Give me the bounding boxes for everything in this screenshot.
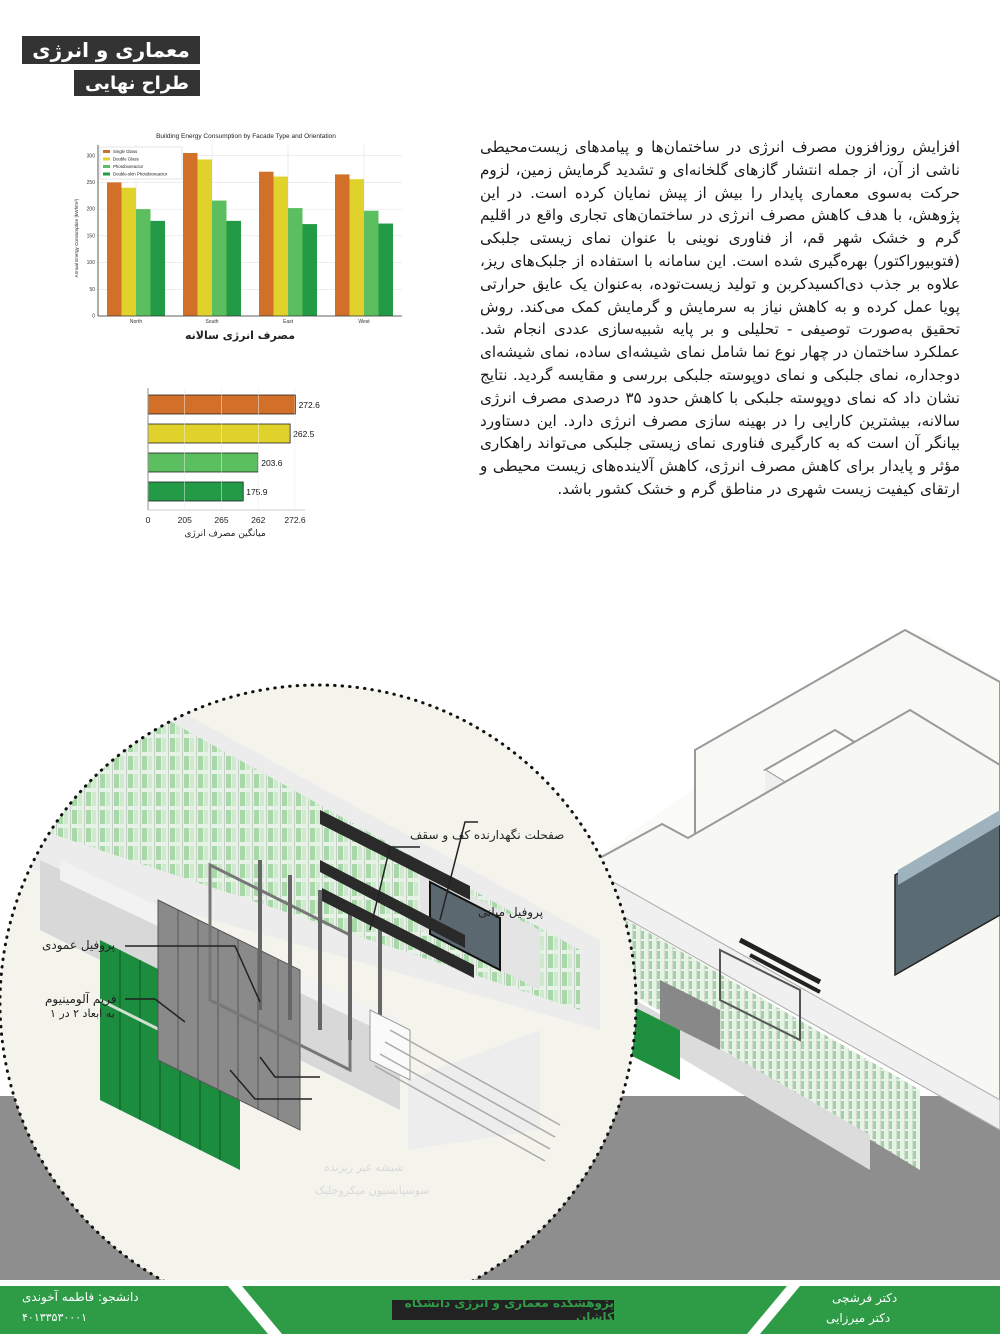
x-tick-label: 272.6 <box>284 515 306 525</box>
label-tempered-glass: شیشه غیر ریزنده <box>324 1161 404 1174</box>
legend-swatch <box>103 173 110 176</box>
bar-west-1 <box>350 179 365 316</box>
bar-south-2 <box>212 201 227 316</box>
legend-swatch <box>103 158 110 161</box>
average-energy-bar-chart <box>130 380 330 532</box>
abstract-text: افزایش روزافزون مصرف انرژی در ساختمان‌ها و پیامدهای زیست‌محیطی ناشی از آن، از جمله انتشار گازهای گلخانه‌ای و تشدید گرمایش زمین، لزوم حرکت به‌سوی معماری پایدار را بیش از پیش نمایان کرده است. در این پژوهش، با هدف کاهش مصرف انرژی در ساختمان‌های تجاری واقع در اقلیم گرم و خشک شهر قم، از فناوری نوینی با عنوان نمای زیستی جلبکی (فتوبیوراکتور) بهره‌گیری شده است. این سامانه با استفاده از جلبک‌های ریز، علاوه بر جذب دی‌اکسیدکربن و تولید زیست‌توده، به‌عنوان یک عایق حرارتی پویا عمل کرده و به کاهش نیاز به سرمایش و گرمایش کمک می‌کند. روش تحقیق به‌صورت توصیفی - تحلیلی و بر پایه شبیه‌سازی عددی انجام شد. عملکرد ساختمان در چهار نوع نما شامل نمای شیشه‌ای ساده، نمای شیشه‌ای دوجداره، نمای جلبکی و نمای دوپوسته جلبکی بررسی و مقایسه گردید. نتایج نشان داد که نمای دوپوسته جلبکی با کاهش حدود ۳۵ درصدی مصرف انرژی سالانه، بیشترین کارایی را در بهینه سازی مصرف انرژی دارد. این دستاورد بیانگر آن است که به کارگیری فناوری نمای زیستی جلبکی می‌تواند راهکاری مؤثر و پایدار برای کاهش مصرف انرژی، کاهش آلاینده‌های زیست محیطی و ارتقای کیفیت زیست شهری در مناطق گرم و خشک کشور باشد. <box>480 138 960 498</box>
avg-bar-2 <box>148 453 258 472</box>
y-tick-label: 0 <box>92 313 95 320</box>
x-tick-label: 262 <box>251 515 266 525</box>
avg-bar-0 <box>148 395 296 414</box>
bar-east-0 <box>259 172 274 316</box>
x-tick-label: South <box>205 319 219 325</box>
legend-label: Photobioreactor <box>113 164 144 169</box>
x-tick-label: 0 <box>145 515 151 525</box>
bar-north-2 <box>136 209 151 316</box>
bar-south-1 <box>198 159 213 316</box>
label-floor-ceiling-plate: صفحلت نگهدارنده کف و سقف <box>410 828 565 842</box>
chart-caption: مصرف انرژی سالانه <box>184 329 296 342</box>
institute-logo: پژوهشکده معماری و انرژی دانشگاه کاشان <box>392 1300 614 1320</box>
x-tick-label: 205 <box>177 515 192 525</box>
avg-bar-value: 175.9 <box>246 487 268 497</box>
chart-title: Building Energy Consumption by Facade Type and Orientation <box>156 133 336 140</box>
bar-east-1 <box>274 177 289 316</box>
bar-west-3 <box>379 224 394 316</box>
bar-south-3 <box>227 221 242 316</box>
energy-consumption-bar-chart <box>70 128 410 328</box>
x-tick-label: North <box>129 319 143 325</box>
y-tick-label: 200 <box>86 206 95 213</box>
y-tick-label: 50 <box>89 286 95 293</box>
label-microalgae-suspension: سوسپانسیون میکروجلبک <box>315 1184 430 1197</box>
avg-bar-value: 262.5 <box>293 429 315 439</box>
y-tick-label: 300 <box>86 153 95 160</box>
bar-south-0 <box>183 153 198 316</box>
advisor-2: دکتر میرزایی <box>826 1311 891 1325</box>
bar-north-0 <box>107 182 122 316</box>
label-middle-profile: پروفیل میانی <box>478 905 544 919</box>
bar-east-2 <box>288 208 303 316</box>
y-tick-label: 250 <box>86 180 95 187</box>
logo-line-1: معماری و انرژی <box>22 36 200 64</box>
bar-north-1 <box>122 188 137 316</box>
bar-east-3 <box>303 224 318 316</box>
student-id: ۴۰۱۳۳۵۳۰۰۰۱ <box>22 1311 87 1324</box>
legend-label: Double-skin Photobioreactor <box>113 171 168 177</box>
x-tick-label: 265 <box>214 515 229 525</box>
label-aluminium-frame-size: به ابعاد ۲ در ۱ <box>50 1007 115 1020</box>
bar-north-3 <box>151 221 166 316</box>
logo <box>22 36 202 98</box>
legend-swatch <box>103 150 110 153</box>
label-aluminium-frame: فریم آلومینیوم <box>45 992 117 1006</box>
student-name: دانشجو: فاطمه آخوندی <box>22 1290 139 1304</box>
label-vertical-profile: پروفیل عمودی <box>42 938 116 952</box>
legend-label: Single Glass <box>113 149 138 154</box>
advisor-1: دکتر فرشچی <box>832 1291 898 1305</box>
building-right <box>585 630 1000 1170</box>
avg-bar-value: 203.6 <box>261 458 283 468</box>
avg-bar-3 <box>148 482 243 501</box>
y-tick-label: 100 <box>86 260 95 267</box>
bar-west-0 <box>335 174 350 316</box>
bar-west-2 <box>364 211 379 316</box>
y-axis-label: Annual Energy Consumption (kWh/m²) <box>74 198 79 278</box>
chart-caption: میانگین مصرف انرژی <box>184 529 266 539</box>
x-tick-label: West <box>358 319 370 325</box>
avg-bar-1 <box>148 424 290 443</box>
avg-bar-value: 272.6 <box>298 400 320 410</box>
facade-axonometric-drawing <box>0 610 1000 1280</box>
x-tick-label: East <box>282 319 294 325</box>
legend-label: Double Glass <box>113 156 139 162</box>
logo-line-2: طراح نهایی <box>74 70 200 96</box>
y-tick-label: 150 <box>86 233 95 240</box>
legend-swatch <box>103 165 110 168</box>
